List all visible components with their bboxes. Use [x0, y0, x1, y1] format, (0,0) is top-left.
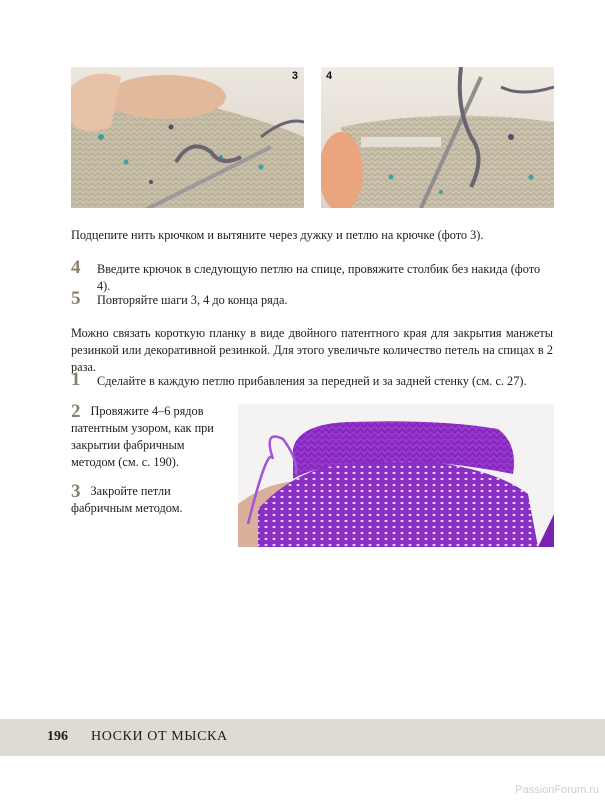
step-2-number: 2	[71, 401, 81, 422]
photo-4-number: 4	[326, 70, 333, 82]
step-5-number: 5	[71, 288, 81, 309]
purple-knitting-photo	[238, 404, 554, 547]
intro-text: Подцепите нить крючком и вытяните через дужку и петлю на крючке (фото 3).	[71, 228, 484, 242]
photo-3-number: 3	[291, 70, 298, 82]
step-3-number: 3	[71, 481, 81, 502]
step-3-text: Закройте петли фабричным методом.	[71, 484, 183, 515]
watermark: PassionForum.ru	[515, 784, 599, 796]
step-4-text: Введите крючок в следующую петлю на спице, провяжите столбик без накида (фото 4).	[97, 262, 541, 293]
step-2	[71, 403, 231, 471]
page-number: 196	[47, 729, 68, 744]
step-2-text: Провяжите 4–6 рядов патентным узором, как при закрытии фабричным методом (см. с. 190).	[71, 404, 214, 469]
step-1-text: Сделайте в каждую петлю прибавления за передней и за задней стенку (см. с. 27).	[97, 374, 527, 388]
photo-3	[71, 67, 304, 208]
step-4-number: 4	[71, 257, 81, 278]
step-1-number: 1	[71, 369, 81, 390]
step-5-text: Повторяйте шаги 3, 4 до конца ряда.	[97, 293, 288, 307]
intro-paragraph: Можно связать короткую планку в виде двойного патентного края для закрытия манжеты резинкой или декоративной резинкой. Для этого увеличьте количество петель на спицах в 2 раза.	[71, 326, 553, 374]
section-title: НОСКИ ОТ МЫСКА	[91, 729, 228, 744]
knitting-photo-4-image	[321, 67, 554, 208]
step-3	[71, 483, 231, 517]
photo-4	[321, 67, 554, 208]
knitting-photo-3-image	[71, 67, 304, 208]
purple-knitting-image	[238, 404, 554, 547]
